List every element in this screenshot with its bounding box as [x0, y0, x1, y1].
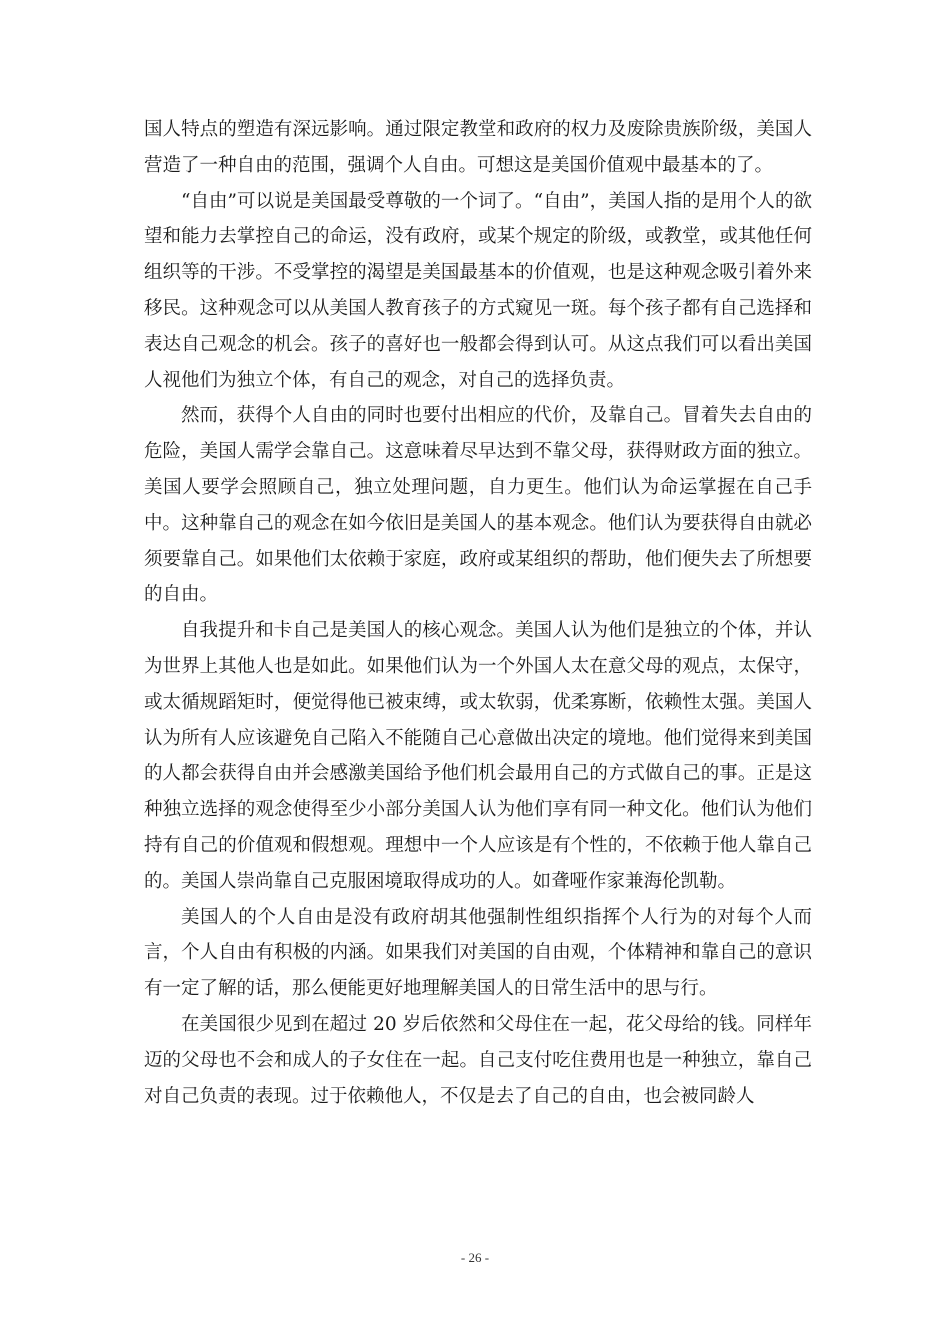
paragraph-1: 国人特点的塑造有深远影响。通过限定教堂和政府的权力及废除贵族阶级，美国人营造了一种自由的范围，强调个人自由。可想这是美国价值观中最基本的了。: [144, 119, 812, 176]
paragraph-2: “自由”可以说是美国最受尊敬的一个词了。“自由”，美国人指的是用个人的欲望和能力去掌控自己的命运，没有政府，或某个规定的阶级，或教堂，或其他任何组织等的干涉。不受掌控的渴望是美国最基本的价值观，也是这种观念吸引着外来移民。这种观念可以从美国人教育孩子的方式窥见一斑。每个孩子都有自己选择和表达自己观念的机会。孩子的喜好也一般都会得到认可。从这点我们可以看出美国人视他们为独立个体，有自己的观念，对自己的选择负责。: [144, 190, 812, 391]
paragraph-4: 自我提升和卡自己是美国人的核心观念。美国人认为他们是独立的个体，并认为世界上其他人也是如此。如果他们认为一个外国人太在意父母的观点，太保守，或太循规蹈矩时，便觉得他已被束缚，或太软弱，优柔寡断，依赖性太强。美国人认为所有人应该避免自己陷入不能随自己心意做出决定的境地。他们觉得来到美国的人都会获得自由并会感激美国给予他们机会最用自己的方式做自己的事。正是这种独立选择的观念使得至少小部分美国人认为他们享有同一种文化。他们认为他们持有自己的价值观和假想观。理想中一个人应该是有个性的，不依赖于他人靠自己的。美国人崇尚靠自己克服困境取得成功的人。如聋哑作家兼海伦凯勒。: [144, 620, 812, 892]
paragraph-6: 在美国很少见到在超过 20 岁后依然和父母住在一起，花父母给的钱。同样年迈的父母也不会和成人的子女住在一起。自己支付吃住费用也是一种独立，靠自己对自己负责的表现。过于依赖他人，不仅是去了自己的自由，也会被同龄人: [144, 1013, 812, 1107]
document-body: [144, 112, 812, 1114]
paragraph-5: 美国人的个人自由是没有政府胡其他强制性组织指挥个人行为的对每个人而言，个人自由有积极的内涵。如果我们对美国的自由观，个体精神和靠自己的意识有一定了解的话，那么便能更好地理解美国人的日常生活中的思与行。: [144, 906, 812, 1000]
paragraph-3: 然而，获得个人自由的同时也要付出相应的代价，及靠自己。冒着失去自由的危险，美国人需学会靠自己。这意味着尽早达到不靠父母，获得财政方面的独立。美国人要学会照顾自己，独立处理问题，自力更生。他们认为命运掌握在自己手中。这种靠自己的观念在如今依旧是美国人的基本观念。他们认为要获得自由就必须要靠自己。如果他们太依赖于家庭，政府或某组织的帮助，他们便失去了所想要的自由。: [144, 405, 812, 606]
page-number: - 26 -: [460, 1250, 490, 1265]
